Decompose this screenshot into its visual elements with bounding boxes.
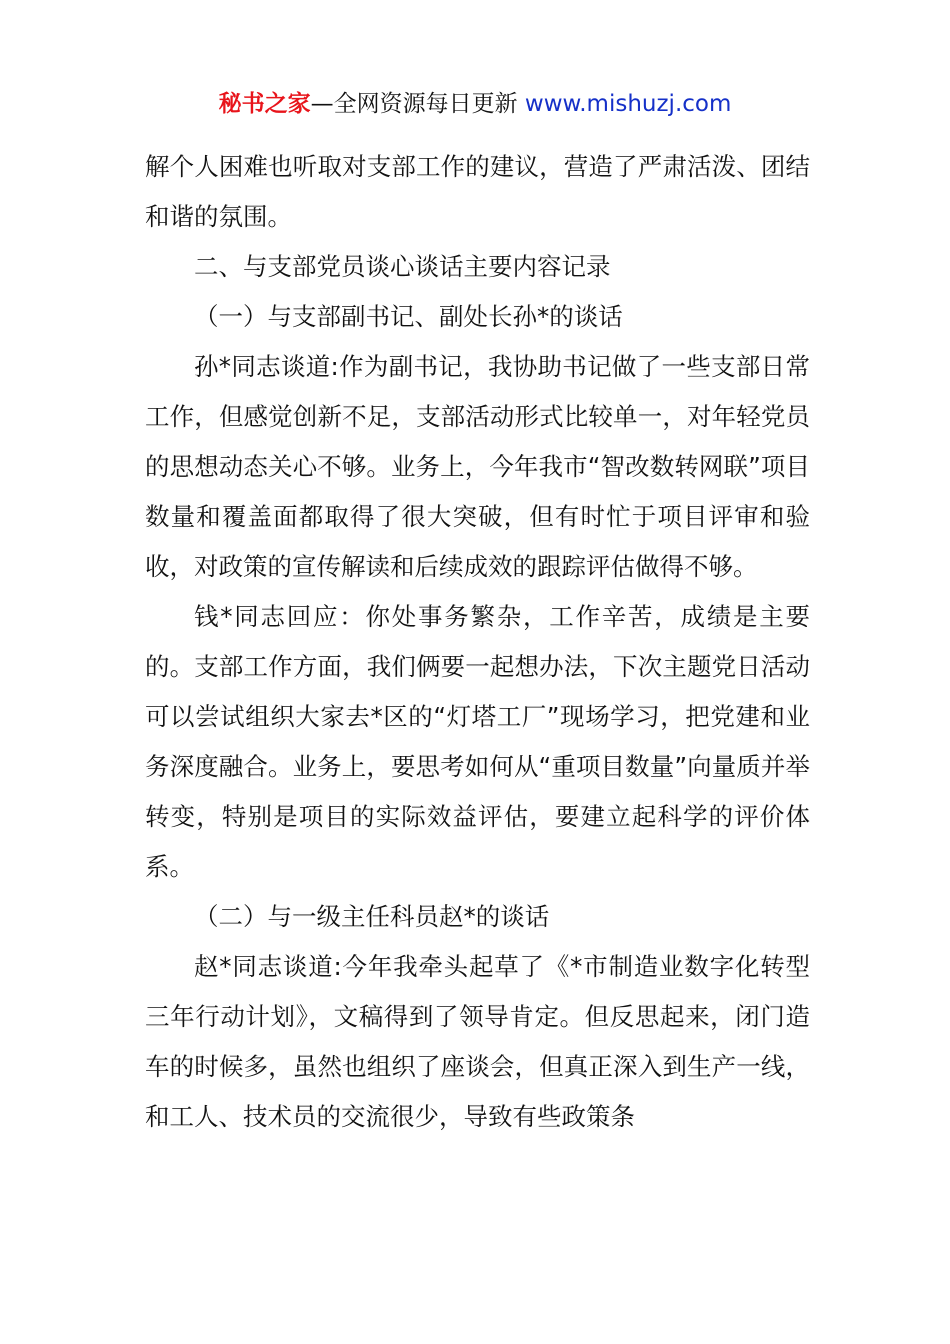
paragraph: 孙*同志谈道:作为副书记，我协助书记做了一些支部日常工作，但感觉创新不足，支部活动形式比较单一，对年轻党员的思想动态关心不够。业务上，今年我市“智改数转网联”项目数量和覆盖面都取得了很大突破，但有时忙于项目评审和验收，对政策的宣传解读和后续成效的跟踪评估做得不够。 (145, 352, 810, 581)
site-url-link[interactable]: www.mishuzj.com (524, 91, 732, 117)
paragraph: 钱*同志回应：你处事务繁杂，工作辛苦，成绩是主要的。支部工作方面，我们俩要一起想办法，下次主题党日活动可以尝试组织大家去*区的“灯塔工厂”现场学习，把党建和业务深度融合。业务上，要思考如何从“重项目数量”向量质并举转变，特别是项目的实际效益评估，要建立起科学的评价体系。 (145, 602, 810, 881)
subsection-heading: （二）与一级主任科员赵*的谈话 (194, 902, 550, 931)
subsection-heading: （一）与支部副书记、副处长孙*的谈话 (194, 302, 623, 331)
page-header (0, 88, 950, 120)
section-heading: 二、与支部党员谈心谈话主要内容记录 (194, 252, 611, 281)
header-tagline: —全网资源每日更新 (310, 91, 525, 117)
document-body (145, 142, 810, 1142)
paragraph: 赵*同志谈道:今年我牵头起草了《*市制造业数字化转型三年行动计划》，文稿得到了领导肯定。但反思起来，闭门造车的时候多，虽然也组织了座谈会，但真正深入到生产一线，和工人、技术员的交流很少，导致有些政策条 (145, 952, 810, 1131)
paragraph-continuation: 解个人困难也听取对支部工作的建议，营造了严肃活泼、团结和谐的氛围。 (145, 152, 810, 231)
brand-name: 秘书之家 (218, 91, 311, 117)
